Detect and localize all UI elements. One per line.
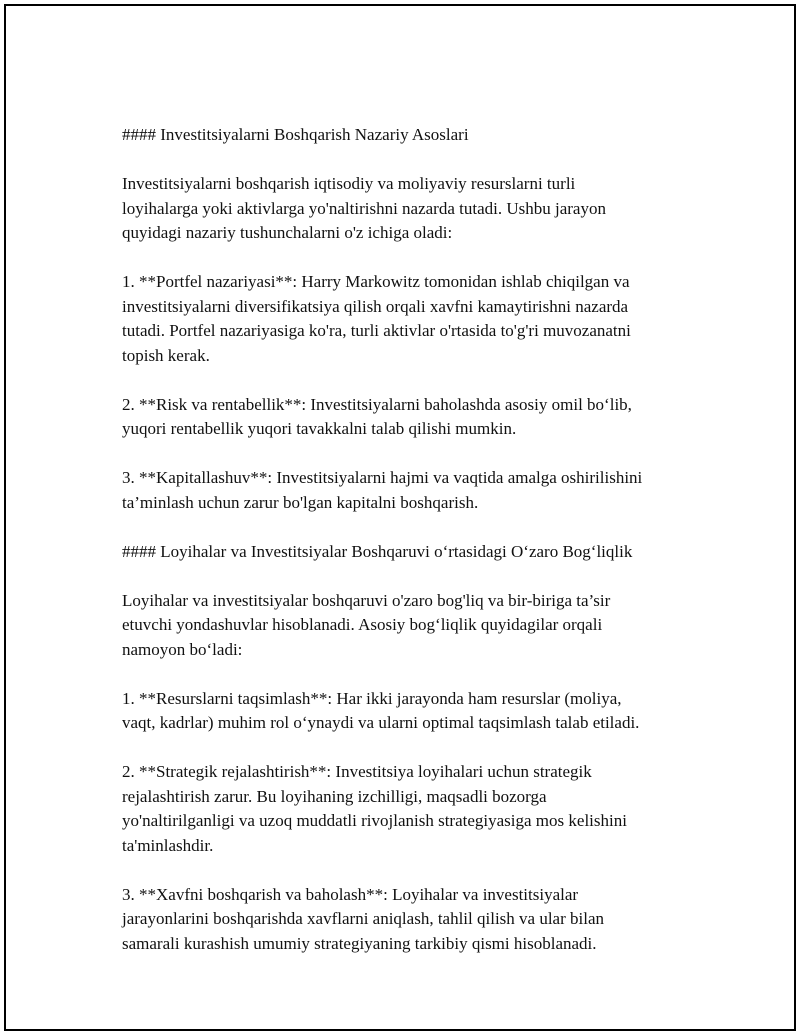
- text-line: 3. **Xavfni boshqarish va baholash**: Loyihalar va investitsiyalar: [122, 884, 579, 904]
- list-item-risk-management: [122, 883, 682, 957]
- text-line: topish kerak.: [122, 345, 210, 365]
- page-frame: [4, 4, 796, 1031]
- list-item-strategic-planning: [122, 760, 682, 858]
- text-line: Loyihalar va investitsiyalar boshqaruvi o'zaro bog'liq va bir-biriga ta’sir: [122, 590, 611, 610]
- document-body: [122, 123, 682, 981]
- list-item-portfolio-theory: [122, 270, 682, 368]
- paragraph-relationship-intro: [122, 589, 682, 663]
- section-heading-relationship: [122, 540, 682, 565]
- list-item-capitalization: [122, 466, 682, 515]
- text-line: samarali kurashish umumiy strategiyaning tarkibiy qismi hisoblanadi.: [122, 933, 597, 953]
- text-line: yuqori rentabellik yuqori tavakkalni talab qilishi mumkin.: [122, 419, 517, 438]
- text-line: ta'minlashdir.: [122, 835, 214, 855]
- text-line: quyidagi nazariy tushunchalarni o'z ichiga oladi:: [122, 223, 453, 242]
- text-line: rejalashtirish zarur. Bu loyihaning izchilligi, maqsadli bozorga: [122, 786, 547, 806]
- list-item-risk-return: [122, 393, 682, 442]
- text-line: 2. **Risk va rentabellik**: Investitsiyalarni baholashda asosiy omil bo‘lib,: [122, 394, 632, 414]
- text-line: ta’minlash uchun zarur bo'lgan kapitalni boshqarish.: [122, 492, 479, 512]
- text-line: etuvchi yondashuvlar hisoblanadi. Asosiy bog‘liqlik quyidagilar orqali: [122, 615, 603, 634]
- text-line: tutadi. Portfel nazariyasiga ko'ra, turli aktivlar o'rtasida to'g'ri muvozanatni: [122, 321, 631, 340]
- text-line: 3. **Kapitallashuv**: Investitsiyalarni hajmi va vaqtida amalga oshirilishini: [122, 468, 643, 487]
- text-line: loyihalarga yoki aktivlarga yo'naltirishni nazarda tutadi. Ushbu jarayon: [122, 198, 606, 218]
- heading-text: #### Investitsiyalarni Boshqarish Nazariy Asoslari: [122, 125, 469, 144]
- text-line: 2. **Strategik rejalashtirish**: Investitsiya loyihalari uchun strategik: [122, 762, 592, 781]
- heading-text: #### Loyihalar va Investitsiyalar Boshqaruvi o‘rtasidagi O‘zaro Bog‘liqlik: [122, 541, 633, 561]
- text-line: jarayonlarini boshqarishda xavflarni aniqlash, tahlil qilish va ular bilan: [122, 909, 605, 928]
- text-line: namoyon bo‘ladi:: [122, 639, 243, 659]
- text-line: 1. **Resurslarni taqsimlash**: Har ikki jarayonda ham resurslar (moliya,: [122, 688, 622, 708]
- text-line: Investitsiyalarni boshqarish iqtisodiy va moliyaviy resurslarni turli: [122, 174, 576, 193]
- list-item-resource-allocation: [122, 687, 682, 736]
- section-heading-theory: [122, 123, 682, 148]
- text-line: 1. **Portfel nazariyasi**: Harry Markowitz tomonidan ishlab chiqilgan va: [122, 272, 630, 291]
- text-line: yo'naltirilganligi va uzoq muddatli rivojlanish strategiyasiga mos kelishini: [122, 811, 627, 830]
- paragraph-intro: [122, 172, 682, 246]
- text-line: investitsiyalarni diversifikatsiya qilish orqali xavfni kamaytirishni nazarda: [122, 296, 629, 316]
- text-line: vaqt, kadrlar) muhim rol o‘ynaydi va ularni optimal taqsimlash talab etiladi.: [122, 713, 640, 732]
